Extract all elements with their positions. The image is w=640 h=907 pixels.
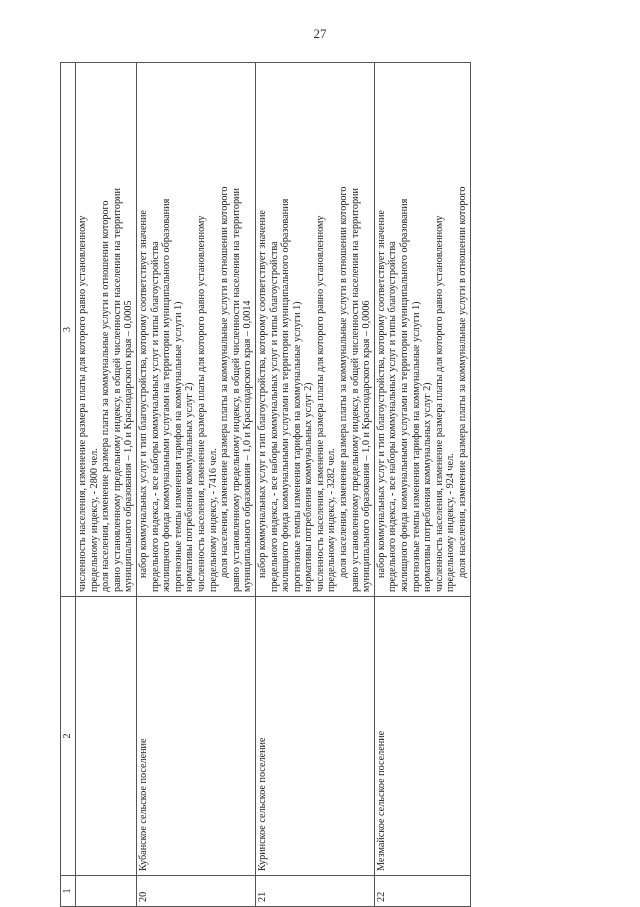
description-line: нормативы потребления коммунальных услуг 2)	[303, 382, 315, 592]
description-line: предельного индекса, - все наборы коммунальных услуг и типы благоустройства	[268, 241, 280, 592]
description-line: доля населения, изменение размера платы за коммунальные услуги в отношении которого	[338, 186, 350, 578]
description-line: доля населения, изменение размера платы за коммунальные услуги в отношении которого	[457, 186, 468, 578]
row-number-cell: 21	[255, 876, 374, 907]
description-line: численность населения, изменение размера платы для которого равно установленному	[433, 215, 445, 592]
description-line: прогнозные темпы изменения тарифов на коммунальные услуги 1)	[291, 301, 303, 592]
description-line: нормативы потребления коммунальных услуг 2)	[422, 382, 434, 592]
description-line: набор коммунальных услуг и тип благоустройства, которому соответствует значение	[256, 210, 268, 578]
description-line: предельного индекса, - все наборы коммунальных услуг и типы благоустройства	[149, 241, 161, 592]
description-line: прогнозные темпы изменения тарифов на коммунальные услуги 1)	[410, 301, 422, 592]
description-line: численность населения, изменение размера платы для которого равно установленному	[77, 215, 88, 592]
description-line: доля населения, изменение размера платы за коммунальные услуги в отношении которого	[100, 200, 112, 592]
description-line: набор коммунальных услуг и тип благоустройства, которому соответствует значение	[137, 210, 149, 578]
description-line: предельному индексу, - 924 чел.	[445, 453, 457, 592]
document-table-region	[60, 62, 625, 907]
settlement-name-cell: Куринское сельское поселение	[255, 597, 374, 876]
table-row	[136, 63, 255, 907]
description-cell	[374, 63, 470, 597]
rotated-table-container	[60, 62, 625, 907]
settlement-name-cell: Мезмайское сельское поселение	[374, 597, 470, 876]
description-cell	[76, 63, 137, 597]
table-header-row	[61, 63, 76, 907]
description-line: прогнозные темпы изменения тарифов на коммунальные услуги 1)	[172, 301, 184, 592]
description-line: муниципального образования – 1,0 и Краснодарского края – 0,0006	[361, 300, 373, 592]
description-line: муниципального образования – 1,0 и Краснодарского края – 0,0014	[242, 300, 254, 592]
description-line: жилищного фонда коммунальными услугами на территории муниципального образования	[280, 198, 292, 592]
row-number-cell: 22	[374, 876, 470, 907]
description-line: жилищного фонда коммунальными услугами на территории муниципального образования	[161, 198, 173, 592]
description-line: численность населения, изменение размера платы для которого равно установленному	[314, 215, 326, 592]
row-number-cell	[76, 876, 137, 907]
document-table	[60, 62, 471, 907]
description-line: нормативы потребления коммунальных услуг 2)	[184, 382, 196, 592]
row-number-cell: 20	[136, 876, 255, 907]
description-cell	[136, 63, 255, 597]
description-line: равно установленному предельному индексу, в общей численности населения на территории	[230, 188, 242, 592]
header-col-2: 2	[61, 597, 76, 876]
settlement-name-cell: Кубанское сельское поселение	[136, 597, 255, 876]
description-line: предельного индекса, - все наборы коммунальных услуг и типы благоустройства	[387, 241, 399, 592]
description-line: предельному индексу, - 7416 чел.	[207, 448, 219, 592]
description-line: доля населения, изменение размера платы за коммунальные услуги в отношении которого	[219, 186, 231, 578]
page-number: 27	[313, 26, 327, 41]
table-row	[374, 63, 470, 907]
description-line: предельному индексу, - 2800 чел.	[88, 448, 100, 592]
description-cell	[255, 63, 374, 597]
description-line: жилищного фонда коммунальными услугами на территории муниципального образования	[399, 198, 411, 592]
table-row	[76, 63, 137, 907]
description-line: равно установленному предельному индексу, в общей численности населения на территории	[349, 188, 361, 592]
description-line: набор коммунальных услуг и тип благоустройства, которому соответствует значение	[375, 210, 387, 578]
description-line: предельному индексу, - 3282 чел.	[326, 448, 338, 592]
header-col-1: 1	[61, 876, 76, 907]
settlement-name-cell	[76, 597, 137, 876]
description-line: численность населения, изменение размера платы для которого равно установленному	[195, 215, 207, 592]
description-line: равно установленному предельному индексу, в общей численности населения на территории	[111, 188, 123, 592]
description-line: муниципального образования – 1,0 и Краснодарского края – 0,0005	[123, 300, 135, 592]
header-col-3: 3	[61, 63, 76, 597]
table-row	[255, 63, 374, 907]
